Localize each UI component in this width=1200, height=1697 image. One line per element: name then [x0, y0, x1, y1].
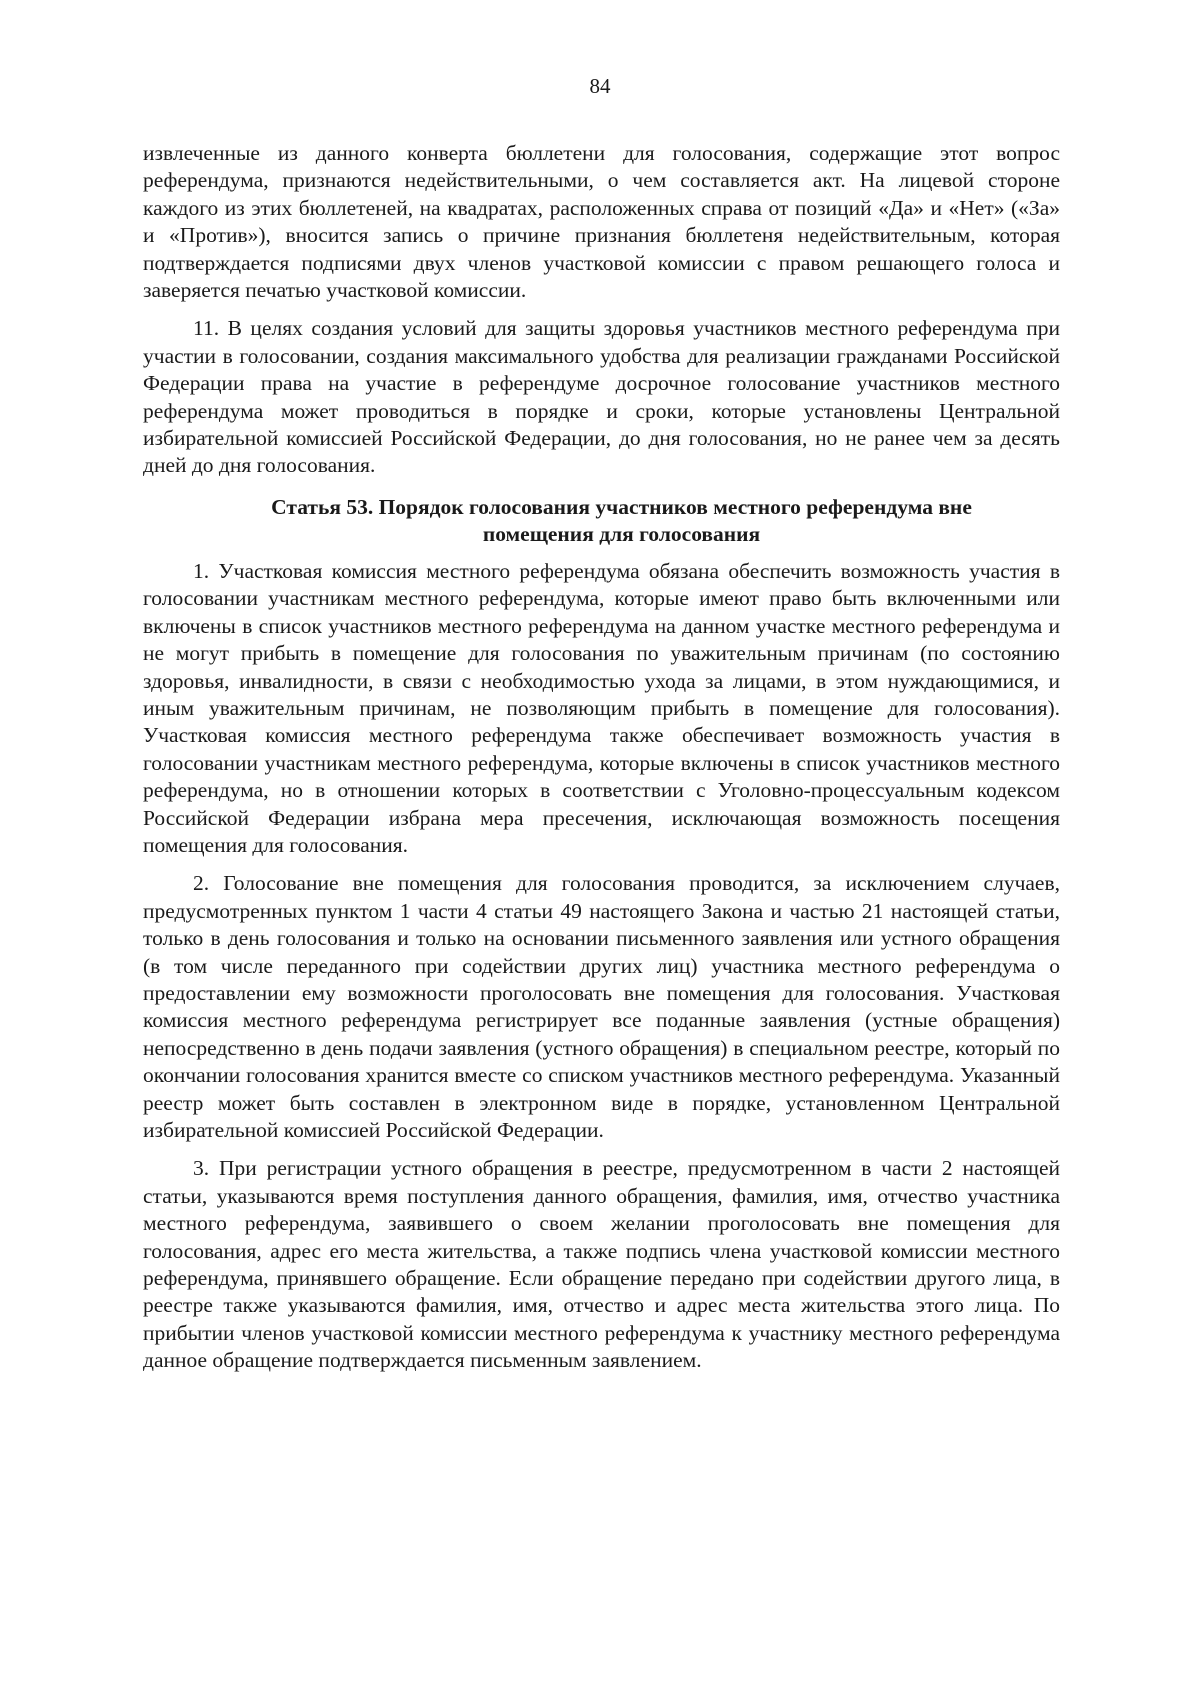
- article-heading-line-1: Статья 53. Порядок голосования участников местного референдума вне: [271, 494, 972, 519]
- paragraph-item-2: 2. Голосование вне помещения для голосования проводится, за исключением случаев, предусмотренных пунктом 1 части 4 статьи 49 настоящего Закона и частью 21 настоящей статьи, только в день голосования и только на основании письменного заявления или устного обращения (в том числе переданного при содействии других лиц) участника местного референдума о предоставлении ему возможности проголосовать вне помещения для голосования. Участковая комиссия местного референдума регистрирует все поданные заявления (устные обращения) непосредственно в день подачи заявления (устного обращения) в специальном реестре, который по окончании голосования хранится вместе со списком участников местного референдума. Указанный реестр может быть составлен в электронном виде в порядке, установленном Центральной избирательной комиссией Российской Федерации.: [143, 871, 1060, 1142]
- paragraph-item-3: 3. При регистрации устного обращения в реестре, предусмотренном в части 2 настоящей статьи, указываются время поступления данного обращения, фамилия, имя, отчество участника местного референдума, заявившего о своем желании проголосовать вне помещения для голосования, адрес его места жительства, а также подпись члена участковой комиссии местного референдума, принявшего обращение. Если обращение передано при содействии другого лица, в реестре также указываются фамилия, имя, отчество и адрес места жительства этого лица. По прибытии членов участковой комиссии местного референдума к участнику местного референдума данное обращение подтверждается письменным заявлением.: [143, 1156, 1060, 1373]
- paragraph-item-1: 1. Участковая комиссия местного референдума обязана обеспечить возможность участия в голосовании участникам местного референдума, которые имеют право быть включенными или включены в список участников местного референдума на данном участке местного референдума и не могут прибыть в помещение для голосования по уважительным причинам (по состоянию здоровья, инвалидности, в связи с необходимостью ухода за лицами, в этом нуждающимися, и иным уважительным причинам, не позволяющим прибыть в помещение для голосования). Участковая комиссия местного референдума также обеспечивает возможность участия в голосовании участникам местного референдума, которые включены в список участников местного референдума, но в отношении которых в соответствии с Уголовно-процессуальным кодексом Российской Федерации избрана мера пресечения, исключающая возможность посещения помещения для голосования.: [143, 558, 1060, 857]
- document-body: [143, 140, 1060, 1386]
- article-heading: [143, 494, 1060, 548]
- page-number: 84: [589, 74, 611, 98]
- paragraph-continued: извлеченные из данного конверта бюллетени для голосования, содержащие этот вопрос референдума, признаются недействительными, о чем составляется акт. На лицевой стороне каждого из этих бюллетеней, на квадратах, расположенных справа от позиций «Да» и «Нет» («За» и «Против»), вносится запись о причине признания бюллетеня недействительным, которая подтверждается подписями двух членов участковой комиссии с правом решающего голоса и заверяется печатью участковой комиссии.: [143, 141, 1060, 303]
- paragraph-item-11: 11. В целях создания условий для защиты здоровья участников местного референдума при участии в голосовании, создания максимального удобства для реализации гражданами Российской Федерации права на участие в референдуме досрочное голосование участников местного референдума может проводиться в порядке и сроки, которые установлены Центральной избирательной комиссией Российской Федерации, до дня голосования, но не ранее чем за десять дней до дня голосования.: [143, 316, 1060, 478]
- article-heading-line-2: помещения для голосования: [482, 521, 761, 546]
